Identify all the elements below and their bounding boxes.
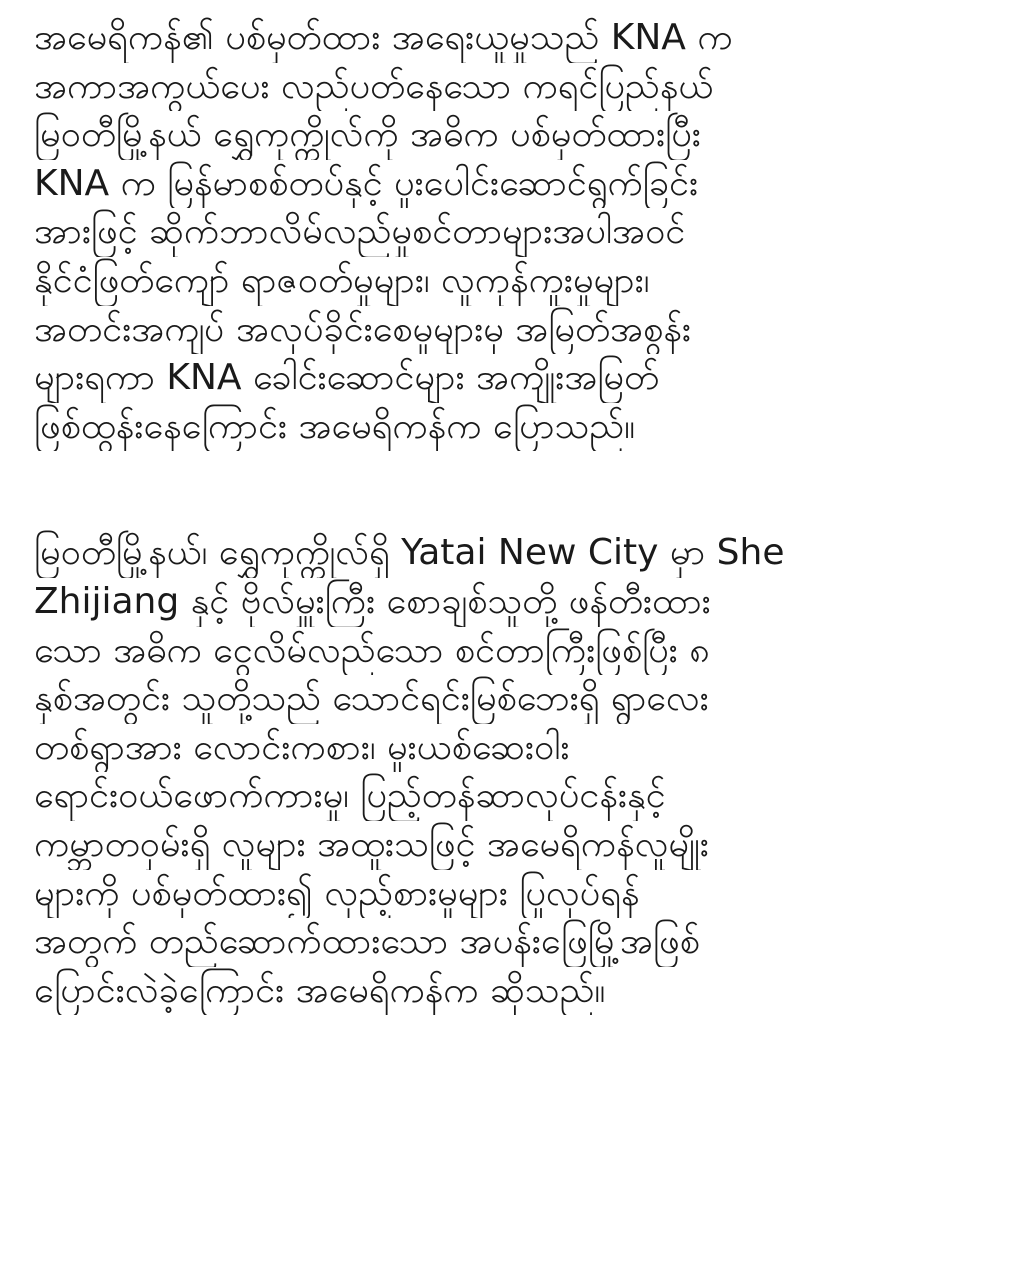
paragraph-spacer xyxy=(34,451,994,529)
text-line: အကာအကွယ်ပေး လည်ပတ်နေသော ကရင်ပြည်နယ် xyxy=(34,65,714,107)
text-line: ပြောင်းလဲခဲ့ကြောင်း အမေရိကန်က ဆိုသည်။ xyxy=(34,969,606,1011)
text-line: မြဝတီမြို့နယ်၊ ရွှေကုက္ကိုလ်ရှိ Yatai New City မှာ She xyxy=(34,532,785,574)
text-line: အမေရိကန်၏ ပစ်မှတ်ထား အရေးယူမှုသည် KNA က xyxy=(34,17,733,58)
text-line: နိုင်ငံဖြတ်ကျော် ရာဇဝတ်မှုများ၊ လူကုန်ကူးမှုများ၊ xyxy=(34,259,650,301)
text-line: ဖြစ်ထွန်းနေကြောင်း အမေရိကန်က ပြောသည်။ xyxy=(34,405,635,447)
text-line: ကမ္ဘာတဝှမ်းရှိ လူများ အထူးသဖြင့် အမေရိကန်လူမျိုး xyxy=(34,823,709,865)
text-line: များကို ပစ်မှတ်ထား၍ လှည့်စားမှုများ ပြုလုပ်ရန် xyxy=(34,872,640,914)
text-line: တစ်ရွာအား လောင်းကစား၊ မူးယစ်ဆေးဝါး xyxy=(34,726,570,768)
text-line: အားဖြင့် ဆိုက်ဘာလိမ်လည်မှုစင်တာများအပါအဝင် xyxy=(34,211,686,253)
text-line: အတင်းအကျပ် အလုပ်ခိုင်းစေမှုများမှ အမြတ်အစွန်း xyxy=(34,308,692,350)
text-line: မြဝတီမြို့နယ် ရွှေကုက္ကိုလ်ကို အဓိက ပစ်မှတ်ထားပြီး xyxy=(34,114,701,156)
article-body xyxy=(34,14,994,1015)
text-line: သော အဓိက ငွေလိမ်လည်သော စင်တာကြီးဖြစ်ပြီး ၈ xyxy=(34,629,710,671)
paragraph-1 xyxy=(34,14,994,451)
text-line: အတွက် တည်ဆောက်ထားသော အပန်းဖြေမြို့အဖြစ် xyxy=(34,921,700,963)
paragraph-2 xyxy=(34,529,994,1015)
text-line: များရကာ KNA ခေါင်းဆောင်များ အကျိုးအမြတ် xyxy=(34,357,660,399)
text-line: ရောင်းဝယ်ဖောက်ကားမှု၊ ပြည့်တန်ဆာလုပ်ငန်းနှင့် xyxy=(34,775,666,817)
text-line: Zhijiang နှင့် ဗိုလ်မှူးကြီး စောချစ်သူတို့ ဖန်တီးထား xyxy=(34,580,711,622)
text-line: နှစ်အတွင်း သူတို့သည် သောင်ရင်းမြစ်ဘေးရှိ ရွာလေး xyxy=(34,678,709,720)
text-line: KNA က မြန်မာစစ်တပ်နှင့် ပူးပေါင်းဆောင်ရွက်ခြင်း xyxy=(34,162,699,204)
